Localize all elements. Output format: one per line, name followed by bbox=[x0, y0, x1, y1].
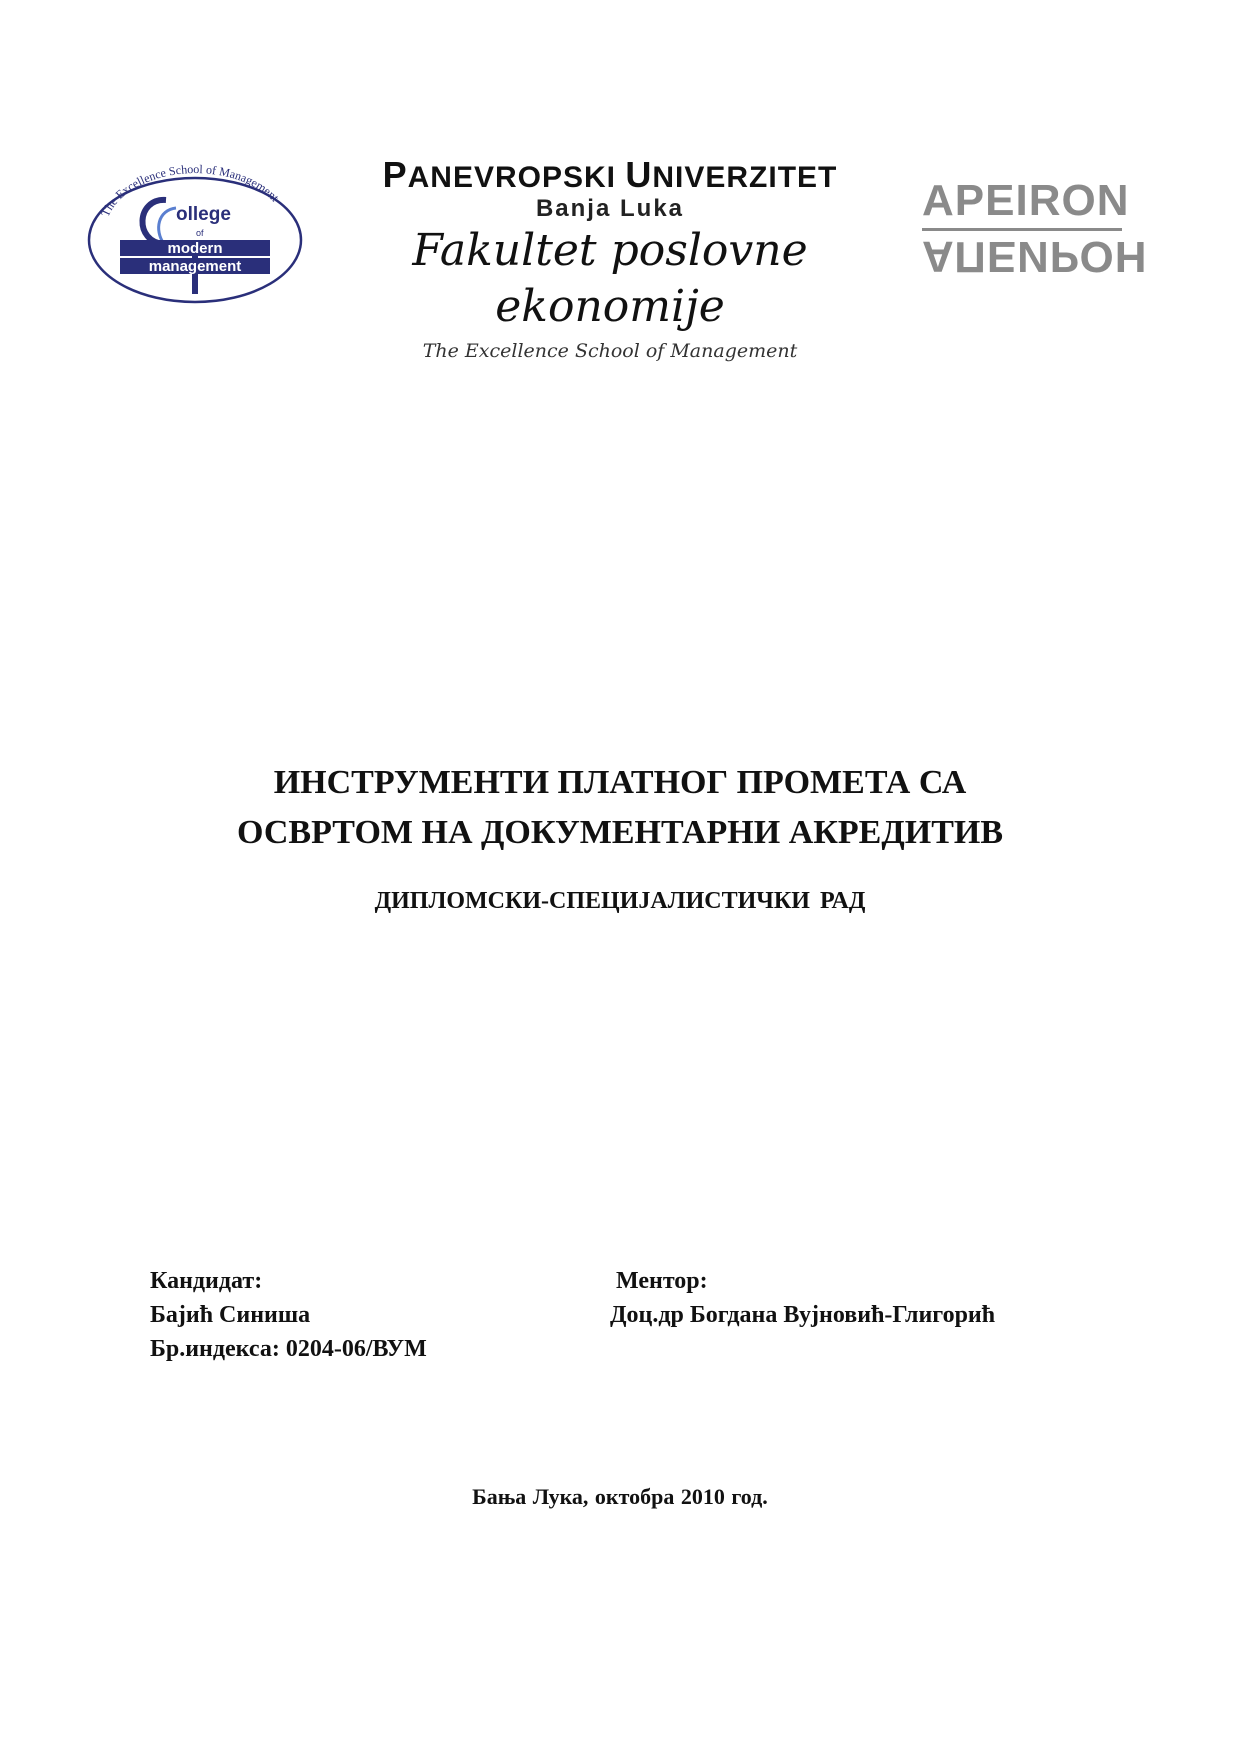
apeiron-logo bbox=[922, 176, 1148, 284]
college-logo bbox=[84, 160, 306, 306]
college-logo-word-management: management bbox=[148, 258, 242, 275]
university-city: Banja Luka bbox=[535, 195, 685, 222]
mentor-label: Ментор: bbox=[616, 1268, 708, 1294]
apeiron-logo-rule bbox=[922, 228, 1122, 231]
mentor-name: Доц.др Богдана Вујновић-Глигорић bbox=[610, 1302, 996, 1328]
university-logo bbox=[330, 154, 890, 362]
mentor-block bbox=[610, 1264, 995, 1332]
university-name: PANEVROPSKI UNIVERZITET bbox=[382, 154, 838, 195]
candidate-label: Кандидат: bbox=[150, 1268, 263, 1294]
candidate-name: Бајић Синиша bbox=[150, 1302, 311, 1328]
college-logo-emblem bbox=[84, 160, 306, 306]
faculty-name: Fakultet poslovne ekonomije bbox=[412, 225, 808, 332]
thesis-title-line-2: ОСВРТОМ НА ДОКУМЕНТАРНИ АКРЕДИТИВ bbox=[236, 814, 1003, 851]
college-logo-word-modern: modern bbox=[167, 240, 223, 257]
thesis-type: ДИПЛОМСКИ-СПЕЦИЈАЛИСТИЧКИ РАД bbox=[374, 888, 866, 914]
college-logo-word-of: of bbox=[196, 228, 204, 238]
thesis-title-line-1: ИНСТРУМЕНТИ ПЛАТНОГ ПРОМЕТА СА bbox=[273, 764, 967, 801]
college-logo-word-college: ollege bbox=[176, 204, 231, 225]
place-date: Бања Лука, октобра 2010 год. bbox=[472, 1484, 768, 1509]
apeiron-logo-text: APEIRON bbox=[922, 176, 1130, 225]
faculty-tagline: The Excellence School of Management bbox=[422, 340, 798, 362]
college-logo-arc-text: The Excellence School of Management bbox=[98, 162, 282, 219]
candidate-block bbox=[150, 1264, 427, 1366]
thesis-title bbox=[0, 758, 1240, 858]
c-swirl-icon bbox=[142, 200, 166, 244]
candidate-index: Бр.индекса: 0204-06/ВУМ bbox=[150, 1336, 427, 1362]
apeiron-logo-mirror-text: АПЕИРОН bbox=[922, 232, 1148, 281]
